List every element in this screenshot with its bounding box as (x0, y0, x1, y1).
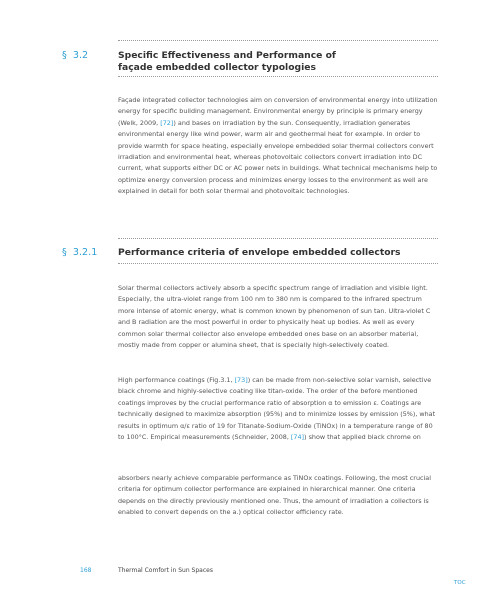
citation-link[interactable]: [72] (160, 118, 174, 127)
section-number (62, 50, 88, 61)
toc-link[interactable]: TOC (454, 580, 466, 586)
body-paragraph-1 (118, 283, 438, 351)
body-paragraph-2 (118, 375, 438, 443)
section-title-line1: Specific Effectiveness and Performance of (118, 50, 336, 61)
paragraph-text: ) and bases on irradiation by the sun. Consequently, irradiation generates environmental energy like wind power, warm air and geothermal heat for example. In order to provide warmth for space heating, especially envelope embedded solar thermal collectors convert irradiation and environmental heat, whereas photovoltaic collectors convert irradiation into DC current, what supports either DC or AC power nets in buildings. What technical mechanisms help to optimize energy conversion process and minimizes energy losses to the environment as well are explained in detail for both solar thermal and photovoltaic technologies. (118, 118, 438, 196)
section-marker: § (62, 50, 67, 61)
subsection-number-value: 3.2.1 (72, 247, 98, 258)
subsection-marker: § (62, 247, 67, 258)
citation-link[interactable]: [73] (234, 376, 248, 384)
section-bottom-rule (118, 76, 438, 77)
paragraph-text: High performance coatings (Fig.3.1, (118, 376, 235, 384)
section-title (118, 50, 336, 73)
citation-link[interactable]: [74] (290, 433, 305, 442)
page-number: 168 (80, 567, 92, 574)
section-number-value: 3.2 (72, 50, 89, 61)
subsection-top-rule (118, 238, 438, 239)
section-title-line2: façade embedded collector typologies (118, 61, 316, 73)
subsection-number (62, 247, 97, 258)
paragraph-text: ) show that applied black chrome on (304, 433, 421, 442)
body-paragraph-3 (118, 473, 438, 519)
running-footer-title: Thermal Comfort in Sun Spaces (118, 567, 213, 574)
subsection-title: Performance criteria of envelope embedded collectors (118, 247, 401, 258)
paragraph-text: absorbers nearly achieve comparable performance as TiNOx coatings. Following, the most crucial criteria for optimum collector performance are explained in hierarchical manner. One criteria depends on the directly previously mentioned one. Thus, the amount of irradiation a collectors is enabled to convert depends on the a.) optical collector efficiency rate. (118, 474, 431, 517)
subsection-bottom-rule (118, 263, 438, 264)
paragraph-text: ) can be made from non-selective solar varnish, selective black chrome and highly-selective coating like titan-oxide. The order of the before mentioned coatings improves by the crucial performance ratio of absorption α to emission ε. Coatings are technically designed to maximize absorption (95%) and to minimize losses by emission (5%), what results in optimum α/ε ratio of 19 for Titanate-Sodium-Oxide (TiNOx) in a temperature range of 80 to 100°C. Empirical measurements (Schneider, 2008, (118, 376, 436, 442)
paragraph-text: Solar thermal collectors actively absorb a specific spectrum range of irradiation and visible light. Especially, the ultra-violet range from 100 nm to 380 nm is compared to the infrared spectrum more intense of atomic energy, what is common known by phenomenon of sun tan. Ultra-violet C and B radiation are the most powerful in order to physically heat up bodies. As well as every common solar thermal collector also envelope embedded ones base on an absorber material, mostly made from copper or alumina sheet, that is specially high-selectively coated. (118, 284, 431, 350)
section-top-rule (118, 40, 438, 41)
intro-paragraph (118, 95, 438, 198)
paragraph-text: Façade integrated collector technologies aim on conversion of environmental energy into utilization energy for specific building management. Environmental energy by principle is primary energy (Welk, 2009, (118, 96, 438, 127)
